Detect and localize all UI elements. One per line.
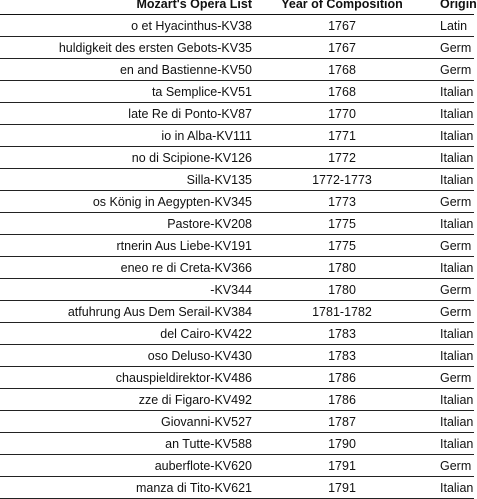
cell-language: Italian — [440, 106, 474, 121]
cell-language: Latin — [440, 18, 468, 33]
cell-title: io in Alba-KV111 — [161, 128, 252, 143]
cell-language: Germ — [440, 62, 472, 77]
cell-language: Italian — [440, 84, 474, 99]
table-row — [0, 59, 474, 81]
table-row — [0, 323, 474, 345]
cell-language: Italian — [440, 326, 474, 341]
table-row — [0, 279, 474, 301]
cell-title: Pastore-KV208 — [167, 216, 252, 231]
cell-language: Italian — [440, 436, 474, 451]
header-language: Origin — [440, 0, 477, 11]
cell-language: Italian — [440, 480, 474, 495]
cell-title: atfuhrung Aus Dem Serail-KV384 — [67, 304, 252, 319]
cell-year: 1775 — [328, 238, 356, 253]
cell-year: 1773 — [328, 194, 356, 209]
cell-year: 1780 — [328, 260, 356, 275]
cell-language: Italian — [440, 172, 474, 187]
cell-title: late Re di Ponto-KV87 — [128, 106, 252, 121]
cell-language: Germ — [440, 282, 472, 297]
table-row — [0, 125, 474, 147]
cell-title: zze di Figaro-KV492 — [138, 392, 252, 407]
cell-year: 1786 — [328, 392, 356, 407]
table-row — [0, 433, 474, 455]
cell-language: Italian — [440, 216, 474, 231]
cell-title: eneo re di Creta-KV366 — [120, 260, 252, 275]
cell-title: o et Hyacinthus-KV38 — [131, 18, 252, 33]
table-row — [0, 455, 474, 477]
cell-year: 1772-1773 — [312, 172, 372, 187]
cell-title: manza di Tito-KV621 — [135, 480, 252, 495]
cell-year: 1772 — [328, 150, 356, 165]
table-row — [0, 477, 474, 499]
cell-language: Italian — [440, 128, 474, 143]
header-title: Mozart's Opera List — [136, 0, 252, 11]
cell-year: 1768 — [328, 62, 356, 77]
table-row — [0, 257, 474, 279]
cell-language: Italian — [440, 414, 474, 429]
cell-year: 1771 — [328, 128, 356, 143]
cell-year: 1775 — [328, 216, 356, 231]
cell-year: 1783 — [328, 348, 356, 363]
cell-year: 1767 — [328, 40, 356, 55]
cell-language: Italian — [440, 392, 474, 407]
cell-title: os König in Aegypten-KV345 — [92, 194, 252, 209]
cell-language: Germ — [440, 40, 472, 55]
cell-year: 1780 — [328, 282, 356, 297]
cell-year: 1767 — [328, 18, 356, 33]
cell-title: -KV344 — [210, 282, 252, 297]
table-row — [0, 37, 474, 59]
cell-year: 1781-1782 — [312, 304, 372, 319]
cell-title: rtnerin Aus Liebe-KV191 — [116, 238, 252, 253]
cell-language: Italian — [440, 260, 474, 275]
cell-title: ta Semplice-KV51 — [151, 84, 252, 99]
table-row — [0, 81, 474, 103]
cell-language: Germ — [440, 194, 472, 209]
cell-language: Italian — [440, 348, 474, 363]
table-row — [0, 301, 474, 323]
cell-title: del Cairo-KV422 — [160, 326, 252, 341]
cell-language: Germ — [440, 304, 472, 319]
cell-year: 1791 — [328, 458, 356, 473]
table-row — [0, 191, 474, 213]
cell-year: 1791 — [328, 480, 356, 495]
cell-year: 1770 — [328, 106, 356, 121]
table-row — [0, 103, 474, 125]
cell-year: 1790 — [328, 436, 356, 451]
table-row — [0, 367, 474, 389]
cell-title: no di Scipione-KV126 — [131, 150, 252, 165]
header-year: Year of Composition — [281, 0, 403, 11]
cell-title: Silla-KV135 — [186, 172, 252, 187]
table-header-row — [0, 0, 477, 15]
table-row — [0, 389, 474, 411]
cell-title: huldigkeit des ersten Gebots-KV35 — [58, 40, 252, 55]
cell-title: oso Deluso-KV430 — [147, 348, 252, 363]
table-row — [0, 235, 474, 257]
cell-title: Giovanni-KV527 — [160, 414, 252, 429]
cell-language: Italian — [440, 150, 474, 165]
cell-year: 1787 — [328, 414, 356, 429]
table-row — [0, 15, 474, 37]
cell-title: auberflote-KV620 — [154, 458, 252, 473]
table-row — [0, 147, 474, 169]
cell-language: Germ — [440, 238, 472, 253]
cell-year: 1783 — [328, 326, 356, 341]
cell-title: en and Bastienne-KV50 — [119, 62, 252, 77]
table-row — [0, 169, 474, 191]
cell-year: 1768 — [328, 84, 356, 99]
cell-year: 1786 — [328, 370, 356, 385]
table-row — [0, 345, 474, 367]
table-row — [0, 411, 474, 433]
table-row — [0, 213, 474, 235]
cell-language: Germ — [440, 458, 472, 473]
cell-language: Germ — [440, 370, 472, 385]
cell-title: an Tutte-KV588 — [165, 436, 252, 451]
cell-title: chauspieldirektor-KV486 — [115, 370, 252, 385]
